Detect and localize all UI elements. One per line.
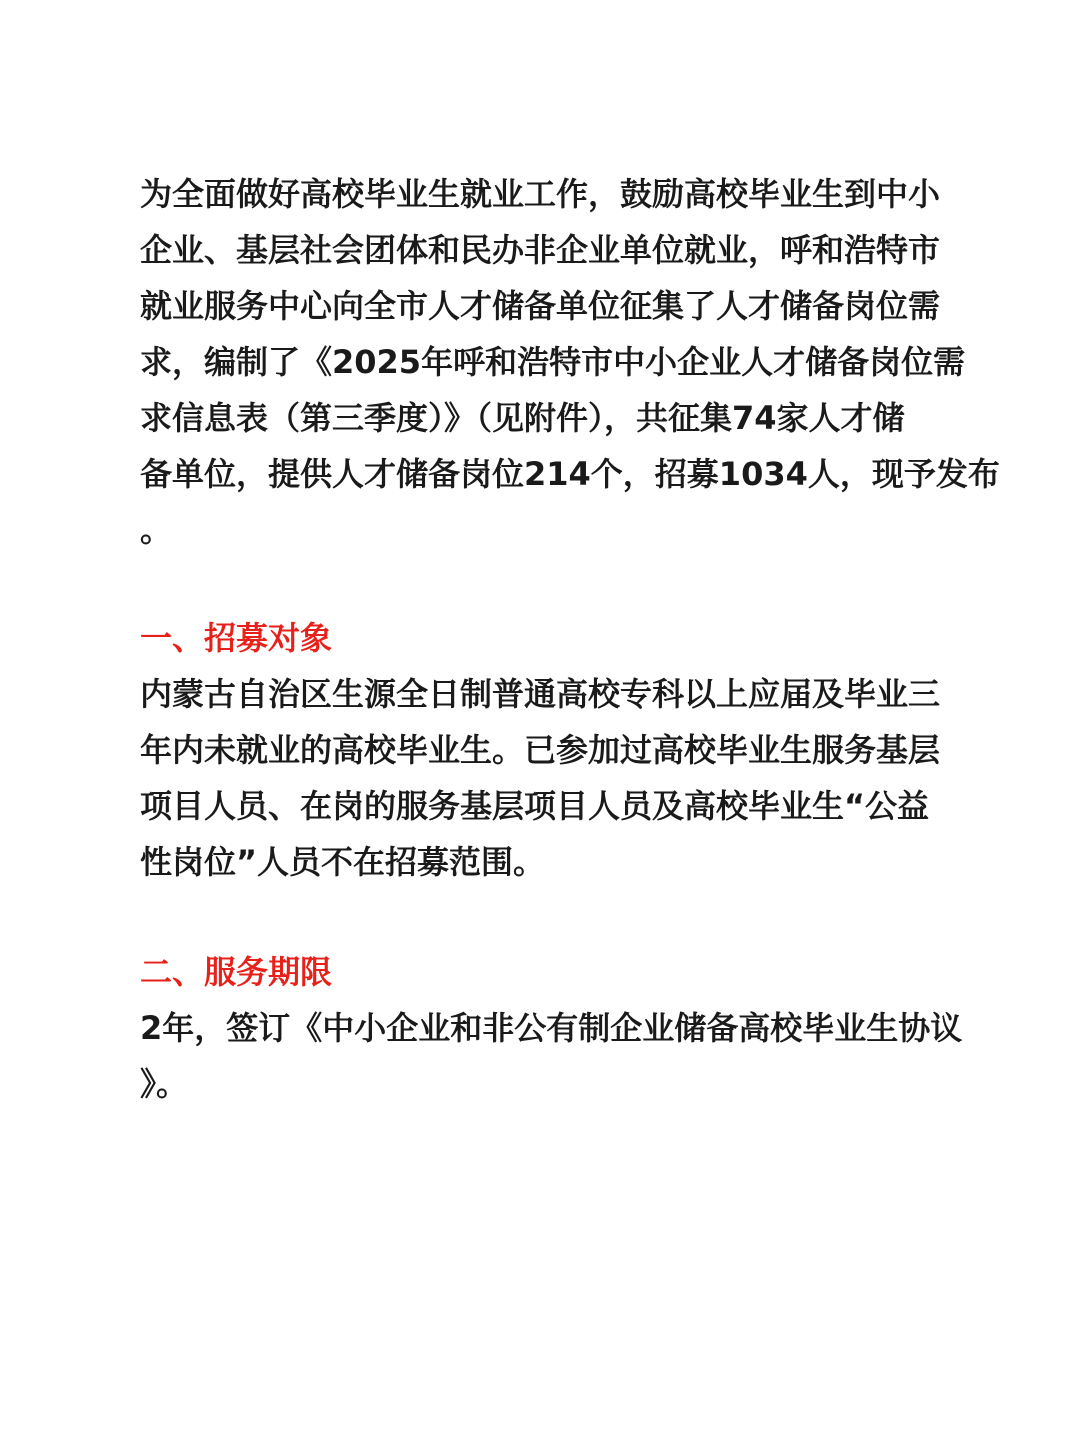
section1-heading: 一、招募对象 (140, 619, 333, 657)
intro-line-5: 求信息表（第三季度）》（见附件），共征集74家人才储 (140, 399, 905, 437)
intro-line-4: 求，编制了《2025年呼和浩特市中小企业人才储备岗位需 (140, 343, 966, 381)
intro-line-1: 为全面做好高校毕业生就业工作，鼓励高校毕业生到中小 (140, 175, 941, 213)
section1-line-3: 项目人员、在岗的服务基层项目人员及高校毕业生“公益 (140, 787, 930, 825)
intro-line-7: 。 (140, 511, 173, 549)
section2-line-1: 2年，签订《中小企业和非公有制企业储备高校毕业生协议 (140, 1009, 963, 1047)
section2-line-2: 》。 (140, 1065, 189, 1103)
intro-line-3: 就业服务中心向全市人才储备单位征集了人才储备岗位需 (140, 287, 941, 325)
section2-heading: 二、服务期限 (140, 953, 333, 991)
intro-line-2: 企业、基层社会团体和民办非企业单位就业，呼和浩特市 (140, 231, 941, 269)
section1-line-2: 年内未就业的高校毕业生。已参加过高校毕业生服务基层 (140, 731, 941, 769)
section1-line-1: 内蒙古自治区生源全日制普通高校专科以上应届及毕业三 (140, 675, 941, 713)
intro-line-6: 备单位，提供人才储备岗位214个，招募1034人，现予发布 (140, 455, 1000, 493)
section1-line-4: 性岗位”人员不在招募范围。 (140, 843, 546, 881)
